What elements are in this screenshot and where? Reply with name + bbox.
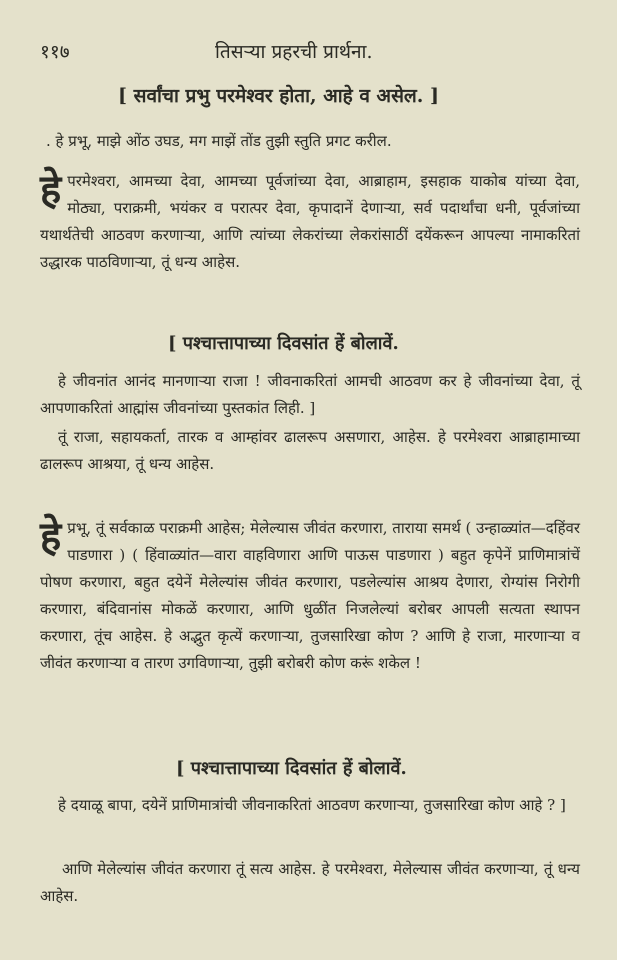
section-title-1: [ सर्वांचा प्रभु परमेश्वर होता, आहे व असेल. ] <box>118 85 440 107</box>
section-title-2: [ पश्चात्तापाच्या दिवसांत हें बोलावें. <box>168 333 399 354</box>
paragraph-blessing <box>40 168 580 276</box>
running-title: तिसऱ्या प्रहरची प्रार्थना. <box>215 41 373 63</box>
page-header <box>40 38 577 62</box>
paragraph-invocation: . हे प्रभू, माझे ओंठ उघड, मग माझें तोंड तुझी स्तुति प्रगट करील. <box>46 132 392 150</box>
paragraph-remember-us: हे जीवनांत आनंद मानणाऱ्या राजा ! जीवनाकरितां आमची आठवण कर हे जीवनांच्या देवा, तूं आपणाकरितां आह्मांस जीवनांच्या पुस्तकांत लिही. ] <box>40 372 580 417</box>
paragraph-mighty <box>40 515 580 677</box>
paragraph-text: परमेश्वरा, आमच्या देवा, आमच्या पूर्वजांच्या देवा, आब्राहाम, इसहाक याकोब यांच्या देवा, मोठ्या, पराक्रमी, भयंकर व परात्पर देवा, कृपादानें देणाऱ्या, सर्व पदार्थांचा धनी, पूर्वजांच्या यथार्थतेची आठवण करणाऱ्या, आणि त्यांच्या लेकरांच्या लेकरांसाठीं दयेंकरून आपल्या नामाकरितां उद्धारक पाठविणाऱ्या, तूं धन्य आहेस. <box>40 172 580 271</box>
paragraph-text: प्रभू, तूं सर्वकाळ पराक्रमी आहेस; मेलेल्यास जीवंत करणारा, ताराया समर्थ ( उन्हाळ्यांत—दहिंवर पाडणारा ) ( हिंवाळ्यांत—वारा वाहविणारा आणि पाऊस पाडणारा ) बहुत कृपेनें प्राणिमात्रांचें पोषण करणारा, बहुत दयेनें मेलेल्यांस जीवंत करणारा, पडलेल्यांस आश्रय देणारा, रोग्यांस निरोगी करणारा, बंदिवानांस मोकळें करणारा, आणि धुळींत निजलेल्यां बरोबर आपली सत्यता स्थापन करणारा, तूंच आहेस. हे अद्भुत कृत्यें करणाऱ्या, तुजसारिखा कोण ? आणि हे राजा, मारणाऱ्या व जीवंत करणाऱ्या व तारण उगविणाऱ्या, तुझी बरोबरी कोण करूं शकेल ! <box>40 519 581 672</box>
page-number: ११७ <box>40 41 70 63</box>
section-title-3: [ पश्चात्तापाच्या दिवसांत हें बोलावें. <box>176 758 407 779</box>
paragraph-faithful: आणि मेलेल्यांस जीवंत करणारा तूं सत्य आहेस. हे परमेश्वरा, मेलेल्यास जीवंत करणाऱ्या, तूं धन्य आहेस. <box>40 860 580 905</box>
paragraph-merciful-father: हे दयाळू बापा, दयेनें प्राणिमात्रांची जीवनाकरितां आठवण करणाऱ्या, तुजसारिखा कोण आहे ? ] <box>58 796 566 814</box>
drop-initial: हे <box>40 513 62 560</box>
paragraph-king-helper: तूं राजा, सहायकर्ता, तारक व आम्हांवर ढालरूप असणारा, आहेस. हे परमेश्वरा आब्राहामाच्या ढालरूप आश्रया, तूं धन्य आहेस. <box>40 428 580 473</box>
drop-initial: हे <box>40 166 62 213</box>
